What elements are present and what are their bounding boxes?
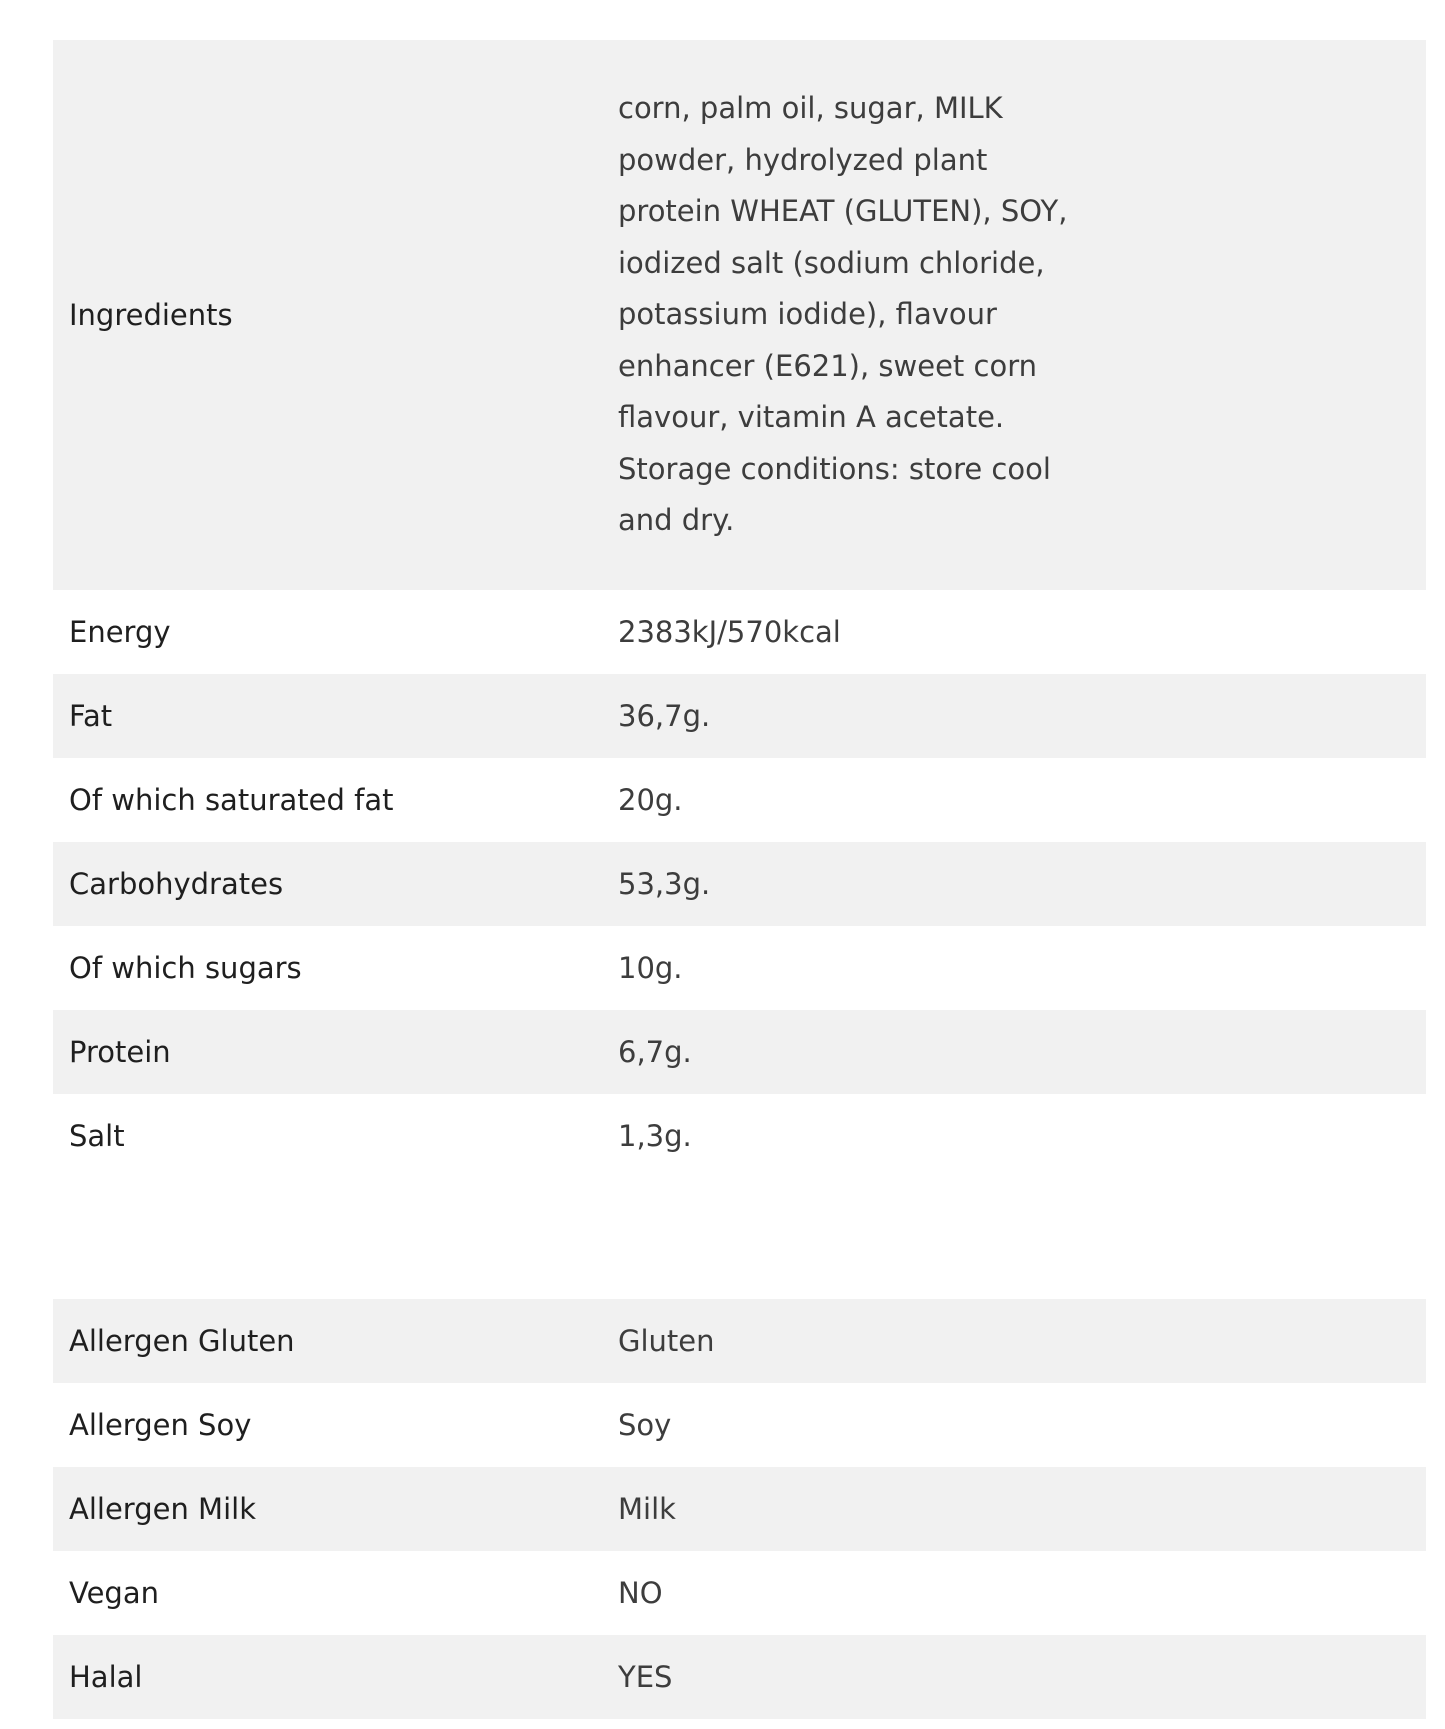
row-value: 20g. — [618, 783, 683, 817]
row-value: Gluten — [602, 1299, 1426, 1383]
row-value: 53,3g. — [602, 842, 1426, 926]
allergen-table — [53, 1299, 1426, 1719]
table-row-allergen-soy — [53, 1383, 1426, 1467]
row-value — [602, 40, 1426, 590]
row-value: 36,7g. — [602, 674, 1426, 758]
table-row-energy — [53, 590, 1426, 674]
table-row-fat — [53, 674, 1426, 758]
table-row-halal — [53, 1635, 1426, 1719]
row-label: Of which sugars — [69, 951, 302, 985]
row-label: Energy — [69, 615, 171, 649]
table-row-carbohydrates — [53, 842, 1426, 926]
row-label: Allergen Milk — [53, 1467, 602, 1551]
table-row-protein — [53, 1010, 1426, 1094]
ingredients-text: corn, palm oil, sugar, MILK powder, hydrolyzed plant protein WHEAT (GLUTEN), SOY, iodized salt (sodium chloride, potassium iodide), flavour enhancer (E621), sweet corn flavour, vitamin A acetate. Storage conditions: store cool and dry. — [618, 91, 1068, 538]
row-label: Carbohydrates — [53, 842, 602, 926]
row-label: Protein — [53, 1010, 602, 1094]
row-label: Ingredients — [53, 40, 602, 590]
row-value: 10g. — [618, 951, 683, 985]
row-label: Salt — [69, 1119, 125, 1153]
row-value: 6,7g. — [602, 1010, 1426, 1094]
table-row-saturated-fat — [53, 758, 1426, 842]
row-value: 1,3g. — [618, 1119, 692, 1153]
row-value: Milk — [602, 1467, 1426, 1551]
row-label: Vegan — [69, 1576, 159, 1610]
row-value: YES — [602, 1635, 1426, 1719]
table-row-vegan — [53, 1551, 1426, 1635]
row-label: Fat — [53, 674, 602, 758]
table-row-salt — [53, 1094, 1426, 1178]
row-label: Of which saturated fat — [69, 783, 394, 817]
row-value: Soy — [618, 1408, 672, 1442]
row-value: NO — [618, 1576, 663, 1610]
table-row-ingredients — [53, 40, 1426, 590]
table-row-allergen-gluten — [53, 1299, 1426, 1383]
row-label: Allergen Gluten — [53, 1299, 602, 1383]
table-row-allergen-milk — [53, 1467, 1426, 1551]
table-row-sugars — [53, 926, 1426, 1010]
nutrition-table — [53, 40, 1426, 1178]
row-label: Halal — [53, 1635, 602, 1719]
row-value: 2383kJ/570kcal — [618, 615, 841, 649]
row-label: Allergen Soy — [69, 1408, 252, 1442]
